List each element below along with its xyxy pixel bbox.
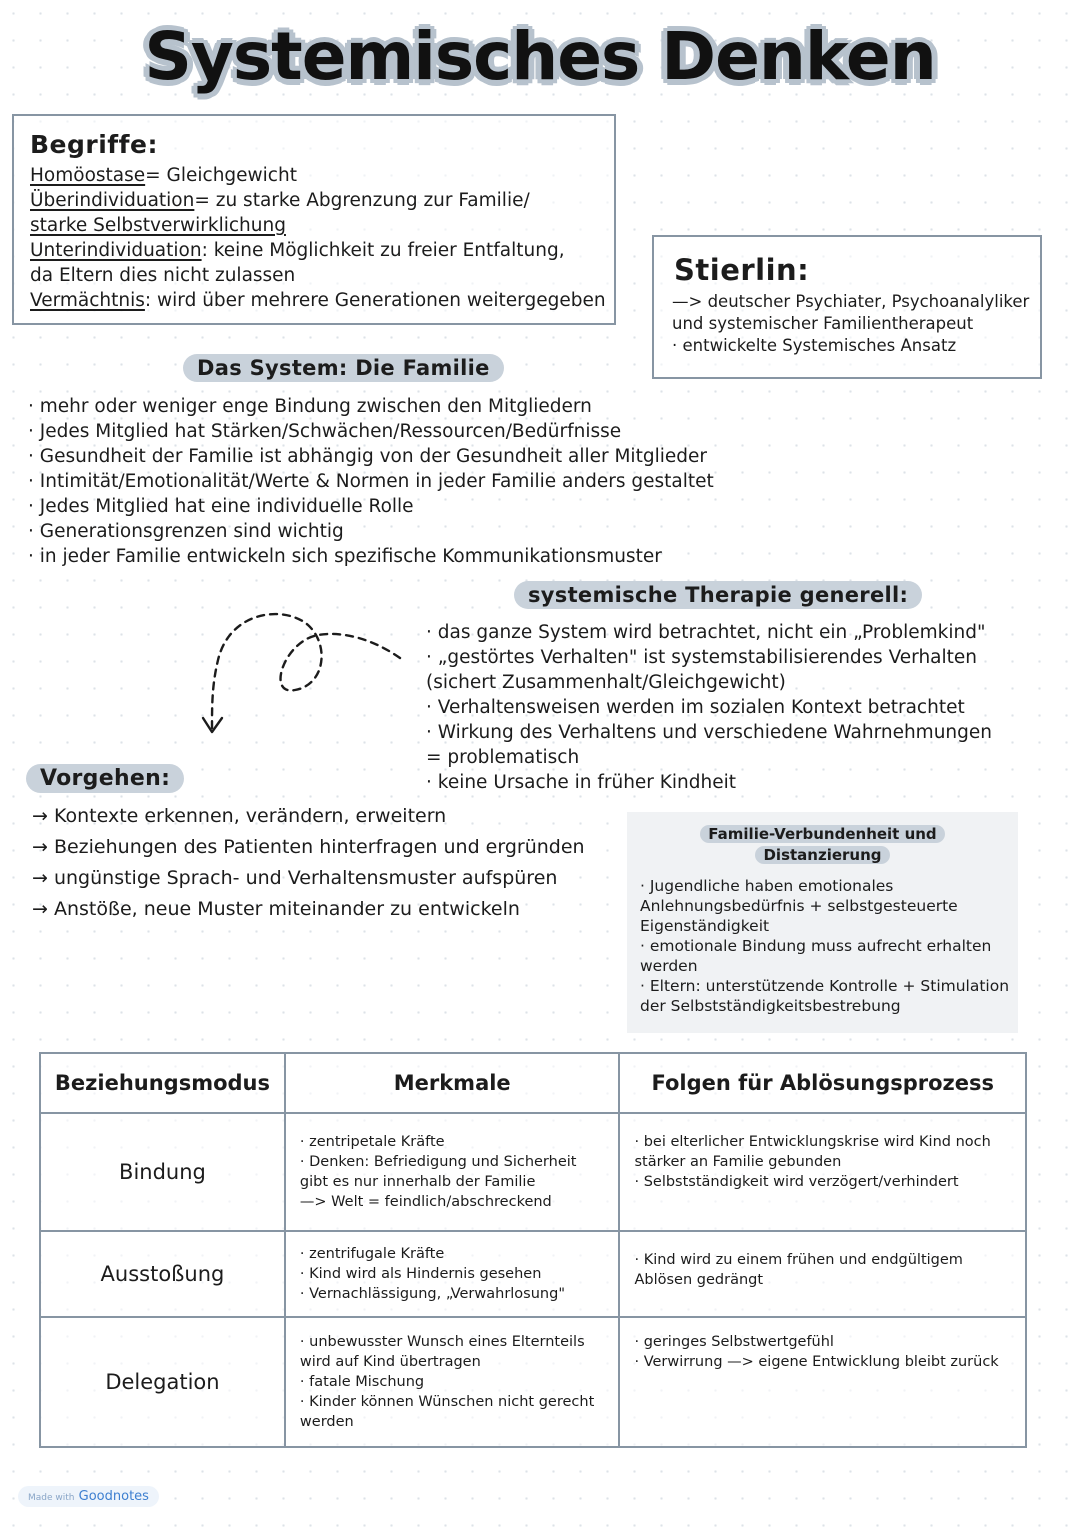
- term-line: [30, 163, 620, 188]
- list-item: → Beziehungen des Patienten hinterfragen und ergründen: [32, 836, 585, 858]
- term-text: = Gleichgewicht: [145, 165, 297, 186]
- cell-line: —> Welt = feindlich/abschreckend: [299, 1194, 552, 1210]
- list-item: · „gestörtes Verhalten" ist systemstabilisierendes Verhalten: [426, 647, 978, 668]
- therapie-heading: systemische Therapie generell:: [514, 581, 922, 609]
- term-line: [30, 188, 620, 213]
- verbundenheit-box: [627, 812, 1018, 1033]
- table-row: [40, 1113, 1026, 1231]
- cell-line: gibt es nur innerhalb der Familie: [299, 1174, 536, 1190]
- list-item: = problematisch: [426, 747, 580, 768]
- list-item: · Jugendliche haben emotionales: [640, 877, 894, 895]
- stierlin-line: —> deutscher Psychiater, Psychoanalyliker: [672, 292, 1030, 311]
- badge-prefix: Made with: [28, 1493, 75, 1503]
- list-item: · Generationsgrenzen sind wichtig: [28, 521, 344, 542]
- cell-line: · unbewusster Wunsch eines Elternteils: [299, 1334, 585, 1350]
- cell-line: stärker an Familie gebunden: [634, 1154, 842, 1170]
- cell-line: Ablösen gedrängt: [634, 1272, 764, 1288]
- familie-heading: Das System: Die Familie: [183, 354, 504, 382]
- list-item: · Jedes Mitglied hat eine individuelle Rolle: [28, 496, 414, 517]
- vorgehen-list: [32, 801, 585, 925]
- familie-list: [28, 394, 714, 569]
- merkmale-cell: [285, 1317, 620, 1447]
- verbundenheit-heading-line2: Distanzierung: [755, 846, 889, 864]
- therapie-list: [426, 620, 992, 795]
- term-line: [30, 288, 620, 313]
- list-item: → Kontexte erkennen, verändern, erweitern: [32, 805, 447, 827]
- cell-line: · Selbstständigkeit wird verzögert/verhindert: [634, 1174, 959, 1190]
- table-header-row: [40, 1053, 1026, 1113]
- list-item: · Eltern: unterstützende Kontrolle + Stimulation: [640, 977, 1010, 995]
- list-item: · keine Ursache in früher Kindheit: [426, 772, 737, 793]
- verbundenheit-heading: [627, 824, 1018, 866]
- term-line: [30, 238, 620, 263]
- term-text: : wird über mehrere Generationen weitergegeben: [144, 290, 606, 311]
- term-name: Überindividuation: [30, 190, 195, 211]
- cell-line: · Kind wird als Hindernis gesehen: [299, 1266, 542, 1282]
- stierlin-text: [672, 291, 1029, 357]
- dashed-arrow-icon: [190, 600, 420, 750]
- cell-line: · geringes Selbstwertgefühl: [634, 1334, 834, 1350]
- term-name: Homöostase: [30, 165, 146, 186]
- badge-brand: Goodnotes: [78, 1489, 149, 1504]
- list-item: → ungünstige Sprach- und Verhaltensmuster aufspüren: [32, 867, 558, 889]
- folgen-cell: [619, 1317, 1026, 1447]
- term-line: starke Selbstverwirklichung: [30, 215, 286, 236]
- page-title: Systemisches Denken: [144, 18, 936, 95]
- cell-line: · zentripetale Kräfte: [299, 1134, 445, 1150]
- list-item: · in jeder Familie entwickeln sich spezifische Kommunikationsmuster: [28, 546, 662, 567]
- cell-line: · fatale Mischung: [299, 1374, 425, 1390]
- list-item: · Intimität/Emotionalität/Werte & Normen in jeder Familie anders gestaltet: [28, 471, 714, 492]
- list-item: · Verhaltensweisen werden im sozialen Kontext betrachtet: [426, 697, 965, 718]
- cell-line: werden: [299, 1414, 354, 1430]
- begriffe-list: [30, 163, 620, 313]
- cell-line: · Kinder können Wünschen nicht gerecht: [299, 1394, 595, 1410]
- beziehungsmodus-table: [39, 1052, 1027, 1448]
- vorgehen-heading: Vorgehen:: [26, 764, 184, 793]
- cell-line: · Vernachlässigung, „Verwahrlosung": [299, 1286, 565, 1302]
- verbundenheit-heading-line1: Familie-Verbundenheit und: [700, 825, 944, 843]
- list-item: Anlehnungsbedürfnis + selbstgesteuerte: [640, 897, 958, 915]
- list-item: der Selbstständigkeitsbestrebung: [640, 997, 901, 1015]
- list-item: · Gesundheit der Familie ist abhängig von der Gesundheit aller Mitglieder: [28, 446, 707, 467]
- mode-cell: Ausstoßung: [40, 1231, 285, 1317]
- term-text: : keine Möglichkeit zu freier Entfaltung,: [201, 240, 565, 261]
- cell-line: · Denken: Befriedigung und Sicherheit: [299, 1154, 577, 1170]
- list-item: · mehr oder weniger enge Bindung zwischen den Mitgliedern: [28, 396, 592, 417]
- cell-line: wird auf Kind übertragen: [299, 1354, 481, 1370]
- list-item: → Anstöße, neue Muster miteinander zu entwickeln: [32, 898, 520, 920]
- list-item: Eigenständigkeit: [640, 917, 770, 935]
- term-name: Unterindividuation: [30, 240, 202, 261]
- list-item: · Wirkung des Verhaltens und verschiedene Wahrnehmungen: [426, 722, 993, 743]
- begriffe-heading: Begriffe:: [30, 130, 159, 159]
- term-line: da Eltern dies nicht zulassen: [30, 265, 296, 286]
- stierlin-heading: Stierlin:: [674, 253, 810, 287]
- stierlin-line: und systemischer Familientherapeut: [672, 314, 974, 333]
- folgen-cell: [619, 1231, 1026, 1317]
- header-merkmale: Merkmale: [285, 1053, 620, 1113]
- term-text: = zu starke Abgrenzung zur Familie/: [194, 190, 530, 211]
- cell-line: · bei elterlicher Entwicklungskrise wird Kind noch: [634, 1134, 991, 1150]
- merkmale-cell: [285, 1113, 620, 1231]
- table-row: [40, 1317, 1026, 1447]
- verbundenheit-text: [640, 876, 1009, 1016]
- cell-line: · Kind wird zu einem frühen und endgültigem: [634, 1252, 963, 1268]
- term-name: Vermächtnis: [30, 290, 145, 311]
- list-item: · emotionale Bindung muss aufrecht erhalten: [640, 937, 992, 955]
- header-beziehungsmodus: Beziehungsmodus: [40, 1053, 285, 1113]
- stierlin-box: [652, 235, 1042, 379]
- merkmale-cell: [285, 1231, 620, 1317]
- mode-cell: Delegation: [40, 1317, 285, 1447]
- list-item: · das ganze System wird betrachtet, nicht ein „Problemkind": [426, 622, 986, 643]
- folgen-cell: [619, 1113, 1026, 1231]
- list-item: werden: [640, 957, 698, 975]
- list-item: (sichert Zusammenhalt/Gleichgewicht): [426, 672, 786, 693]
- header-folgen: Folgen für Ablösungsprozess: [619, 1053, 1026, 1113]
- cell-line: · Verwirrung —> eigene Entwicklung bleibt zurück: [634, 1354, 999, 1370]
- goodnotes-badge: [18, 1486, 159, 1507]
- list-item: · Jedes Mitglied hat Stärken/Schwächen/Ressourcen/Bedürfnisse: [28, 421, 622, 442]
- table-row: [40, 1231, 1026, 1317]
- begriffe-box: [12, 114, 616, 325]
- cell-line: · zentrifugale Kräfte: [299, 1246, 445, 1262]
- stierlin-line: · entwickelte Systemisches Ansatz: [672, 336, 957, 355]
- mode-cell: Bindung: [40, 1113, 285, 1231]
